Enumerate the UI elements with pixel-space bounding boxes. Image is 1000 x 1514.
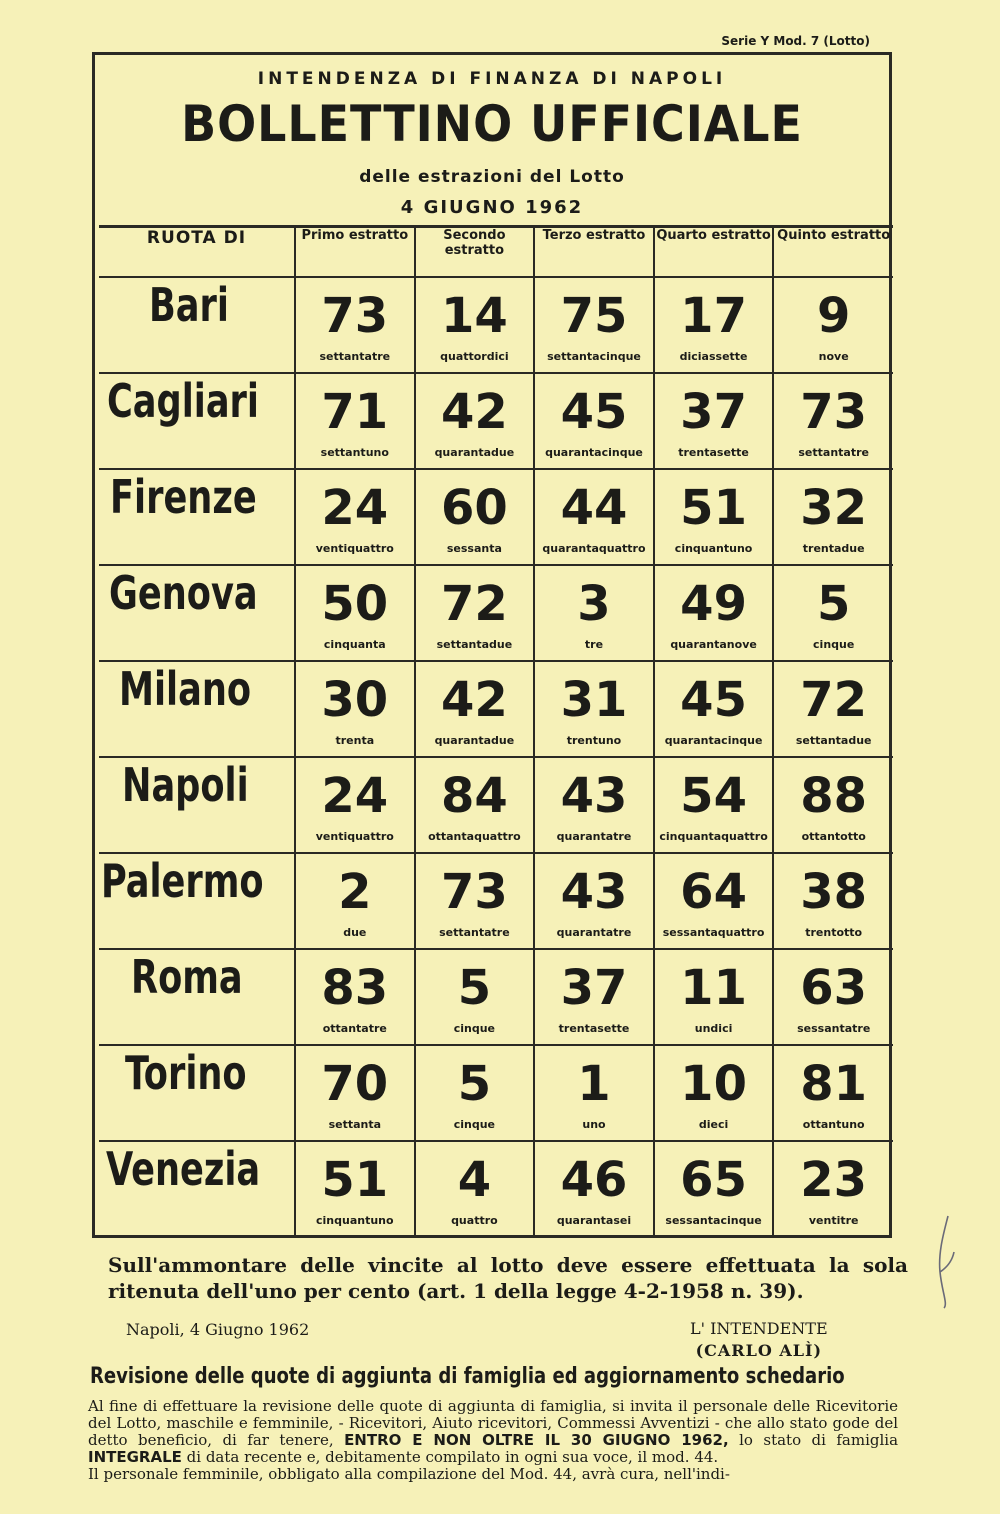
draw-number: 5 bbox=[457, 1056, 492, 1112]
draw-number: 81 bbox=[800, 1056, 868, 1112]
draw-cell bbox=[534, 853, 654, 949]
draw-cell bbox=[773, 469, 893, 565]
draw-number: 10 bbox=[680, 1056, 747, 1112]
draw-number: 65 bbox=[680, 1152, 747, 1208]
draw-number-words: diciassette bbox=[679, 350, 748, 363]
draw-number-words: cinque bbox=[453, 1022, 496, 1035]
draw-number-words: undici bbox=[694, 1022, 733, 1035]
draw-number-words: uno bbox=[582, 1118, 606, 1131]
paragraph-2: Il personale femminile, obbligato alla compilazione del Mod. 44, avrà cura, nell'indi- bbox=[88, 1465, 730, 1483]
city-name bbox=[99, 757, 295, 853]
draw-number: 63 bbox=[800, 960, 868, 1016]
draw-number: 73 bbox=[800, 384, 868, 440]
draw-number-words: dieci bbox=[698, 1118, 729, 1131]
draw-cell bbox=[534, 565, 654, 661]
column-header: Quinto estratto bbox=[773, 227, 893, 278]
draw-number-words: sessantaquattro bbox=[662, 926, 765, 939]
draw-number-words: quarantacinque bbox=[545, 446, 643, 459]
draw-cell bbox=[773, 565, 893, 661]
table-row bbox=[99, 1141, 893, 1236]
bulletin-header bbox=[95, 55, 889, 227]
draw-cell bbox=[295, 949, 415, 1045]
draw-cell bbox=[534, 277, 654, 373]
city-label: Firenze bbox=[110, 470, 257, 524]
draw-number-words: quarantaquattro bbox=[542, 542, 646, 555]
city-name bbox=[99, 949, 295, 1045]
city-label: Bari bbox=[149, 278, 230, 332]
city-name bbox=[99, 373, 295, 469]
draw-number-words: sessantatre bbox=[797, 1022, 871, 1035]
draw-number: 4 bbox=[457, 1152, 492, 1208]
city-name bbox=[99, 1045, 295, 1141]
city-label: Cagliari bbox=[107, 374, 260, 428]
table-body bbox=[99, 277, 893, 1236]
draw-cell bbox=[773, 949, 893, 1045]
draw-date: 4 GIUGNO 1962 bbox=[400, 197, 584, 218]
draw-cell bbox=[773, 853, 893, 949]
page-subtitle: delle estrazioni del Lotto bbox=[359, 167, 625, 187]
draw-number: 60 bbox=[440, 480, 508, 536]
table-row bbox=[99, 1045, 893, 1141]
draw-number: 3 bbox=[577, 576, 611, 632]
draw-number: 42 bbox=[440, 672, 508, 728]
table-row bbox=[99, 469, 893, 565]
draw-number-words: settantadue bbox=[795, 734, 872, 747]
draw-number: 70 bbox=[321, 1056, 389, 1112]
draw-cell bbox=[295, 469, 415, 565]
draw-number: 11 bbox=[680, 960, 747, 1016]
column-header: Primo estratto bbox=[295, 227, 415, 278]
city-label: Genova bbox=[109, 566, 258, 620]
column-header: Secondo estratto bbox=[415, 227, 535, 278]
draw-cell bbox=[295, 853, 415, 949]
draw-number: 24 bbox=[321, 480, 389, 536]
draw-cell bbox=[534, 469, 654, 565]
draw-number: 5 bbox=[457, 960, 492, 1016]
draw-number-words: quarantanove bbox=[670, 638, 757, 651]
series-code: Serie Y Mod. 7 (Lotto) bbox=[721, 34, 870, 48]
draw-number: 45 bbox=[560, 384, 628, 440]
signature-role: L' INTENDENTE bbox=[690, 1319, 828, 1338]
draw-number: 2 bbox=[338, 864, 372, 920]
draw-number-words: sessanta bbox=[446, 542, 502, 555]
table-row bbox=[99, 757, 893, 853]
table-row bbox=[99, 661, 893, 757]
draw-cell bbox=[415, 853, 535, 949]
draw-cell bbox=[654, 277, 774, 373]
draw-cell bbox=[773, 1045, 893, 1141]
draw-cell bbox=[773, 661, 893, 757]
draw-cell bbox=[415, 373, 535, 469]
draw-cell bbox=[295, 757, 415, 853]
draw-number-words: ventiquattro bbox=[315, 830, 394, 843]
city-name bbox=[99, 1141, 295, 1236]
draw-cell bbox=[534, 661, 654, 757]
draw-number-words: quarantatre bbox=[556, 926, 632, 939]
draw-cell bbox=[415, 277, 535, 373]
column-header: RUOTA DI bbox=[99, 227, 295, 278]
draw-number-words: cinquantuno bbox=[316, 1214, 394, 1227]
draw-cell bbox=[295, 1045, 415, 1141]
city-name bbox=[99, 469, 295, 565]
draw-cell bbox=[415, 1141, 535, 1236]
issuer: INTENDENZA DI FINANZA DI NAPOLI bbox=[257, 69, 727, 89]
city-label: Napoli bbox=[122, 758, 249, 812]
draw-number-words: ventitre bbox=[808, 1214, 859, 1227]
draw-number: 17 bbox=[680, 288, 747, 344]
draw-number-words: trentotto bbox=[805, 926, 863, 939]
draw-number-words: quarantadue bbox=[434, 734, 515, 747]
draw-number-words: quarantasei bbox=[556, 1214, 632, 1227]
draw-number: 30 bbox=[321, 672, 389, 728]
draw-number-words: sessantacinque bbox=[665, 1214, 762, 1227]
draw-number-words: settantadue bbox=[436, 638, 513, 651]
draw-cell bbox=[654, 373, 774, 469]
city-label: Torino bbox=[124, 1046, 247, 1100]
draw-cell bbox=[534, 757, 654, 853]
table-row bbox=[99, 373, 893, 469]
draw-cell bbox=[295, 565, 415, 661]
draw-number-words: ottantuno bbox=[802, 1118, 865, 1131]
draw-cell bbox=[415, 565, 535, 661]
draw-number-words: trenta bbox=[335, 734, 375, 747]
draw-number: 5 bbox=[816, 576, 851, 632]
draw-number: 38 bbox=[800, 864, 868, 920]
draw-cell bbox=[654, 949, 774, 1045]
draw-cell bbox=[415, 757, 535, 853]
city-label: Roma bbox=[130, 950, 243, 1004]
draw-cell bbox=[773, 757, 893, 853]
draw-number: 44 bbox=[560, 480, 628, 536]
draw-cell bbox=[654, 1045, 774, 1141]
draw-number: 9 bbox=[816, 288, 851, 344]
draw-number: 37 bbox=[560, 960, 628, 1016]
deadline-text: ENTRO E NON OLTRE IL 30 GIUGNO 1962, bbox=[344, 1431, 729, 1449]
draw-number: 14 bbox=[440, 288, 508, 344]
draw-number-words: trentasette bbox=[558, 1022, 630, 1035]
column-header: Terzo estratto bbox=[534, 227, 654, 278]
draw-number-words: settantacinque bbox=[547, 350, 641, 363]
draw-number-words: ottantotto bbox=[801, 830, 866, 843]
paragraph-text: di data recente e, debitamente compilato in ogni sua voce, il mod. 44. bbox=[181, 1448, 719, 1466]
paragraph-1 bbox=[88, 1398, 898, 1466]
draw-number-words: settantuno bbox=[320, 446, 389, 459]
draw-number-words: ventiquattro bbox=[315, 542, 394, 555]
tax-note: Sull'ammontare delle vincite al lotto deve essere effettuata la sola ritenuta dell'uno per cento (art. 1 della legge 4-2-1958 n. 39). bbox=[108, 1253, 908, 1303]
draw-cell bbox=[415, 469, 535, 565]
table-row bbox=[99, 853, 893, 949]
draw-cell bbox=[534, 373, 654, 469]
draw-number: 84 bbox=[440, 768, 508, 824]
draw-number: 1 bbox=[577, 1056, 611, 1112]
draw-number-words: settantatre bbox=[439, 926, 510, 939]
draw-cell bbox=[534, 949, 654, 1045]
draw-number: 31 bbox=[560, 672, 628, 728]
paragraph-text: Al fine di effettuare la revisione delle quote di aggiunta di famiglia, si invita il personale delle Ricevitorie del Lotto, maschile e femminile, - Ricevitori, Aiuto ricevitori, Commessi Avventizi - che allo stato gode del detto beneficio, di far tenere, bbox=[88, 1397, 898, 1449]
draw-number: 54 bbox=[680, 768, 747, 824]
bulletin-frame bbox=[92, 52, 892, 1238]
column-header: Quarto estratto bbox=[654, 227, 774, 278]
draw-number: 50 bbox=[321, 576, 389, 632]
draw-number: 46 bbox=[560, 1152, 628, 1208]
table-row bbox=[99, 277, 893, 373]
draw-number-words: quarantadue bbox=[434, 446, 515, 459]
draw-number-words: cinquantaquattro bbox=[659, 830, 768, 843]
draw-number-words: ottantaquattro bbox=[428, 830, 521, 843]
draw-number: 42 bbox=[440, 384, 508, 440]
draw-number: 49 bbox=[680, 576, 747, 632]
draw-cell bbox=[415, 949, 535, 1045]
draw-number: 88 bbox=[800, 768, 868, 824]
draw-cell bbox=[654, 1141, 774, 1236]
draw-number-words: trentasette bbox=[678, 446, 749, 459]
page-title: BOLLETTINO UFFICIALE bbox=[181, 95, 803, 153]
draw-cell bbox=[654, 661, 774, 757]
draw-number-words: tre bbox=[584, 638, 604, 651]
draw-number-words: cinquanta bbox=[323, 638, 386, 651]
draw-cell bbox=[654, 565, 774, 661]
draw-number: 45 bbox=[680, 672, 747, 728]
draw-cell bbox=[773, 277, 893, 373]
draw-number-words: quattordici bbox=[440, 350, 509, 363]
draw-number: 75 bbox=[560, 288, 628, 344]
draw-cell bbox=[295, 661, 415, 757]
draw-number: 73 bbox=[440, 864, 508, 920]
draw-number: 71 bbox=[321, 384, 389, 440]
city-name bbox=[99, 565, 295, 661]
draw-number: 24 bbox=[321, 768, 389, 824]
draw-number-words: nove bbox=[818, 350, 849, 363]
draw-number-words: ottantatre bbox=[322, 1022, 387, 1035]
lottery-table bbox=[99, 225, 893, 1236]
city-name bbox=[99, 661, 295, 757]
draw-number: 23 bbox=[800, 1152, 868, 1208]
place-date: Napoli, 4 Giugno 1962 bbox=[126, 1320, 310, 1339]
draw-number-words: cinque bbox=[453, 1118, 496, 1131]
draw-number: 72 bbox=[440, 576, 508, 632]
draw-number-words: cinquantuno bbox=[674, 542, 753, 555]
draw-number: 73 bbox=[321, 288, 389, 344]
city-label: Palermo bbox=[100, 854, 264, 908]
draw-number-words: quattro bbox=[451, 1214, 498, 1227]
draw-number-words: cinque bbox=[813, 638, 855, 651]
draw-cell bbox=[295, 1141, 415, 1236]
table-row bbox=[99, 949, 893, 1045]
draw-cell bbox=[534, 1141, 654, 1236]
draw-number-words: settantatre bbox=[319, 350, 391, 363]
city-name bbox=[99, 277, 295, 373]
draw-number-words: due bbox=[343, 926, 367, 939]
draw-number: 83 bbox=[321, 960, 389, 1016]
draw-cell bbox=[654, 853, 774, 949]
draw-number: 51 bbox=[321, 1152, 389, 1208]
draw-number-words: trentadue bbox=[802, 542, 865, 555]
signature-block bbox=[690, 1318, 828, 1362]
draw-cell bbox=[773, 373, 893, 469]
draw-number: 37 bbox=[680, 384, 747, 440]
draw-number-words: settantatre bbox=[798, 446, 869, 459]
city-name bbox=[99, 853, 295, 949]
draw-number-words: quarantatre bbox=[556, 830, 632, 843]
draw-cell bbox=[534, 1045, 654, 1141]
table-header-row bbox=[99, 227, 893, 278]
emphasis-text: INTEGRALE bbox=[88, 1448, 182, 1466]
draw-cell bbox=[773, 1141, 893, 1236]
section-body bbox=[88, 1398, 898, 1483]
city-label: Milano bbox=[118, 662, 251, 716]
pencil-mark-icon bbox=[934, 1212, 958, 1312]
draw-number: 64 bbox=[680, 864, 747, 920]
draw-cell bbox=[654, 469, 774, 565]
draw-number-words: settanta bbox=[328, 1118, 382, 1131]
draw-cell bbox=[654, 757, 774, 853]
draw-number: 72 bbox=[800, 672, 868, 728]
draw-cell bbox=[295, 277, 415, 373]
draw-number: 43 bbox=[560, 768, 628, 824]
draw-cell bbox=[415, 661, 535, 757]
draw-number: 32 bbox=[800, 480, 868, 536]
draw-cell bbox=[295, 373, 415, 469]
signature-name: (CARLO ALÌ) bbox=[695, 1341, 823, 1360]
draw-number: 43 bbox=[560, 864, 628, 920]
paragraph-text: lo stato di famiglia bbox=[728, 1431, 899, 1449]
draw-number-words: quarantacinque bbox=[664, 734, 763, 747]
section-title: Revisione delle quote di aggiunta di famiglia ed aggiornamento schedario bbox=[90, 1364, 845, 1389]
draw-number-words: trentuno bbox=[566, 734, 622, 747]
table-row bbox=[99, 565, 893, 661]
draw-number: 51 bbox=[680, 480, 747, 536]
draw-cell bbox=[415, 1045, 535, 1141]
city-label: Venezia bbox=[105, 1142, 260, 1196]
